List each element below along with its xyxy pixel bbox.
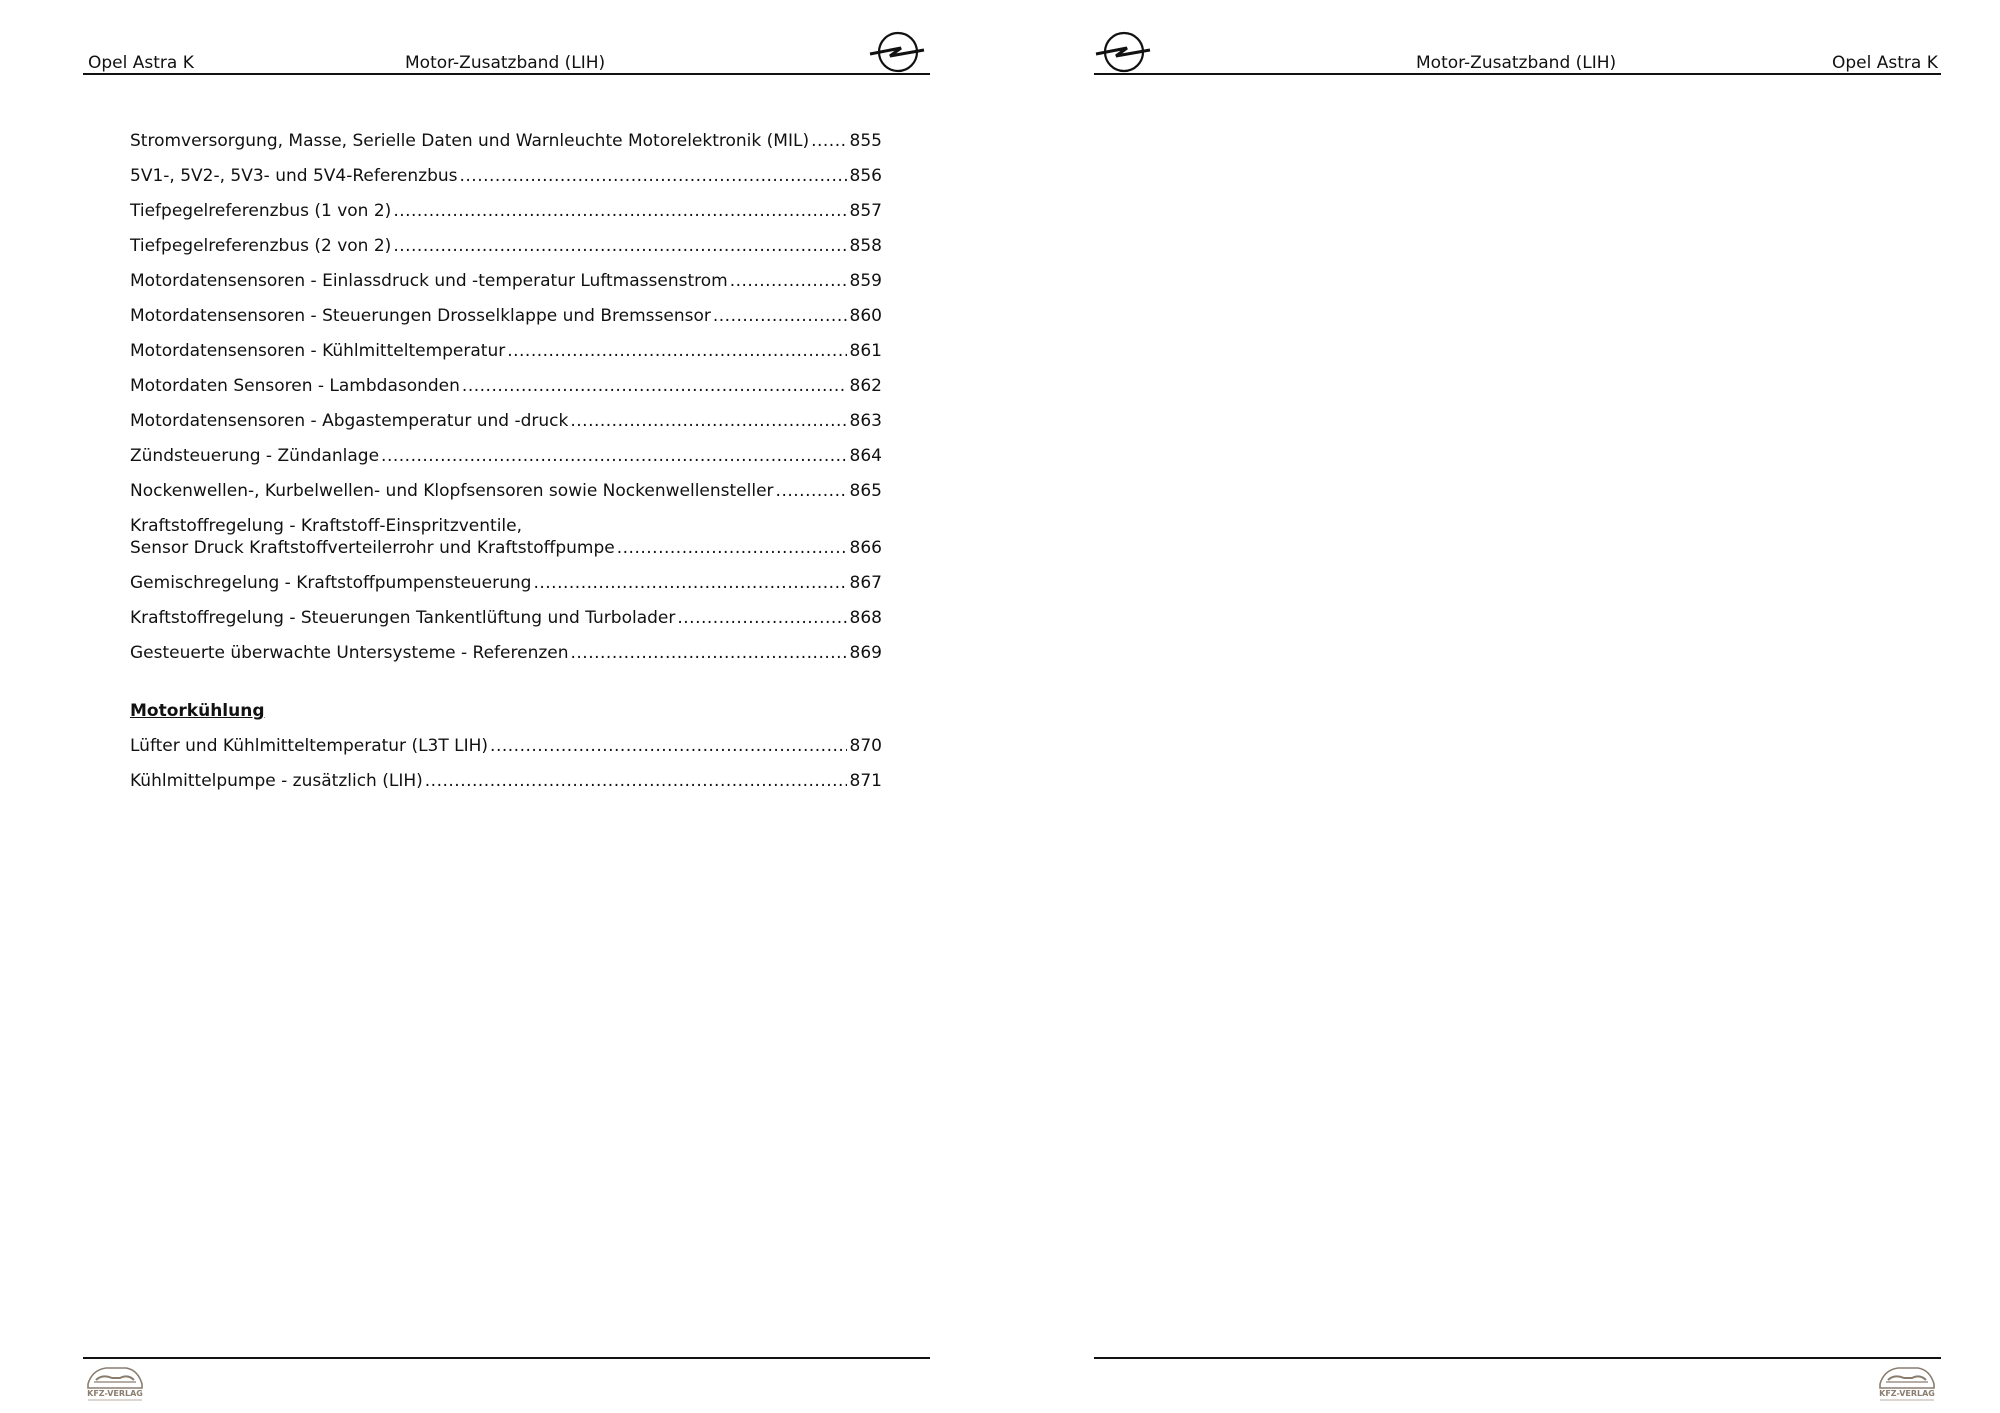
toc-leader-dots — [393, 235, 847, 257]
toc-entry-title: Tiefpegelreferenzbus (2 von 2) — [130, 236, 392, 256]
toc-entry-title: Gesteuerte überwachte Untersysteme - Referenzen — [130, 643, 569, 663]
toc-entry-title: Motordatensensoren - Abgastemperatur und -druck — [130, 411, 569, 431]
toc-entry-title: Lüfter und Kühlmitteltemperatur (L3T LIH) — [130, 736, 489, 756]
opel-blitz-logo-icon — [1094, 30, 1152, 74]
section-list — [130, 735, 882, 792]
toc-entry-page-number: 871 — [849, 771, 882, 791]
toc-entry-title: Kraftstoffregelung - Kraftstoff-Einspritzventile, Sensor Druck Kraftstoffverteilerrohr und Kraftstoffpumpe — [130, 516, 615, 558]
toc-list — [130, 130, 882, 664]
section-heading-motorkuehlung: Motorkühlung — [130, 701, 265, 721]
toc-entry[interactable] — [130, 270, 882, 292]
toc-leader-dots — [617, 537, 847, 559]
toc-entry[interactable] — [130, 607, 882, 629]
toc-entry[interactable] — [130, 642, 882, 664]
toc-entry-page-number: 865 — [849, 481, 882, 501]
toc-entry-title: 5V1-, 5V2-, 5V3- und 5V4-Referenzbus — [130, 166, 458, 186]
toc-entry[interactable] — [130, 515, 882, 559]
header-vehicle-title: Opel Astra K — [1832, 53, 1938, 73]
toc-entry-page-number: 862 — [849, 376, 882, 396]
toc-entry-page-number: 870 — [849, 736, 882, 756]
toc-entry[interactable] — [130, 235, 882, 257]
toc-entry-page-number: 869 — [849, 643, 882, 663]
toc-entry-title: Motordaten Sensoren - Lambdasonden — [130, 376, 460, 396]
toc-entry-page-number: 857 — [849, 201, 882, 221]
toc-entry-page-number: 856 — [849, 166, 882, 186]
toc-entry-title: Nockenwellen-, Kurbelwellen- und Klopfsensoren sowie Nockenwellensteller — [130, 481, 774, 501]
toc-entry-title: Tiefpegelreferenzbus (1 von 2) — [130, 201, 392, 221]
toc-entry-title: Stromversorgung, Masse, Serielle Daten und Warnleuchte Motorelektronik (MIL) — [130, 131, 810, 151]
header-rule — [1094, 73, 1941, 75]
header-manual-title: Motor-Zusatzband (LIH) — [1416, 53, 1617, 73]
toc-entry-title: Kühlmittelpumpe - zusätzlich (LIH) — [130, 771, 423, 791]
header-manual-title: Motor-Zusatzband (LIH) — [405, 53, 606, 73]
toc-entry-page-number: 855 — [849, 131, 882, 151]
toc-entry-title: Motordatensensoren - Einlassdruck und -temperatur Luftmassenstrom — [130, 271, 728, 291]
toc-entry[interactable] — [130, 480, 882, 502]
toc-leader-dots — [462, 375, 847, 397]
toc-entry-page-number: 866 — [849, 538, 882, 558]
table-of-contents — [130, 130, 882, 805]
toc-entry-page-number: 858 — [849, 236, 882, 256]
toc-entry[interactable] — [130, 340, 882, 362]
toc-leader-dots — [677, 607, 847, 629]
svg-text:KFZ-VERLAG: KFZ-VERLAG — [1879, 1389, 1935, 1398]
toc-entry[interactable] — [130, 375, 882, 397]
toc-leader-dots — [571, 642, 848, 664]
toc-entry-page-number: 864 — [849, 446, 882, 466]
toc-leader-dots — [460, 165, 848, 187]
toc-entry-page-number: 867 — [849, 573, 882, 593]
header-vehicle-title: Opel Astra K — [88, 53, 194, 73]
toc-leader-dots — [425, 770, 847, 792]
toc-leader-dots — [776, 480, 847, 502]
svg-text:KFZ-VERLAG: KFZ-VERLAG — [87, 1389, 143, 1398]
toc-entry-page-number: 863 — [849, 411, 882, 431]
toc-leader-dots — [713, 305, 847, 327]
toc-entry-title: Zündsteuerung - Zündanlage — [130, 446, 380, 466]
toc-leader-dots — [730, 270, 847, 292]
toc-entry-page-number: 860 — [849, 306, 882, 326]
toc-entry[interactable] — [130, 572, 882, 594]
toc-entry[interactable] — [130, 130, 882, 152]
toc-entry[interactable] — [130, 445, 882, 467]
toc-leader-dots — [393, 200, 847, 222]
toc-entry-title: Motordatensensoren - Kühlmitteltemperatur — [130, 341, 506, 361]
toc-entry[interactable] — [130, 735, 882, 757]
toc-leader-dots — [490, 735, 847, 757]
toc-entry[interactable] — [130, 165, 882, 187]
toc-entry[interactable] — [130, 770, 882, 792]
opel-blitz-logo-icon — [868, 30, 926, 74]
header-rule — [83, 73, 930, 75]
toc-entry-title: Motordatensensoren - Steuerungen Drosselklappe und Bremssensor — [130, 306, 711, 326]
toc-entry-page-number: 868 — [849, 608, 882, 628]
toc-entry[interactable] — [130, 410, 882, 432]
toc-leader-dots — [507, 340, 847, 362]
right-page — [1000, 0, 2000, 1413]
toc-entry-title: Kraftstoffregelung - Steuerungen Tankentlüftung und Turbolader — [130, 608, 676, 628]
toc-leader-dots — [811, 130, 847, 152]
kfz-verlag-logo-icon — [1874, 1360, 1940, 1402]
toc-leader-dots — [570, 410, 847, 432]
toc-leader-dots — [381, 445, 847, 467]
toc-leader-dots — [533, 572, 847, 594]
toc-entry-page-number: 861 — [849, 341, 882, 361]
footer-rule — [83, 1357, 930, 1359]
toc-entry-page-number: 859 — [849, 271, 882, 291]
toc-entry[interactable] — [130, 200, 882, 222]
kfz-verlag-logo-icon — [82, 1360, 148, 1402]
footer-rule — [1094, 1357, 1941, 1359]
toc-entry[interactable] — [130, 305, 882, 327]
toc-entry-title: Gemischregelung - Kraftstoffpumpensteuerung — [130, 573, 532, 593]
